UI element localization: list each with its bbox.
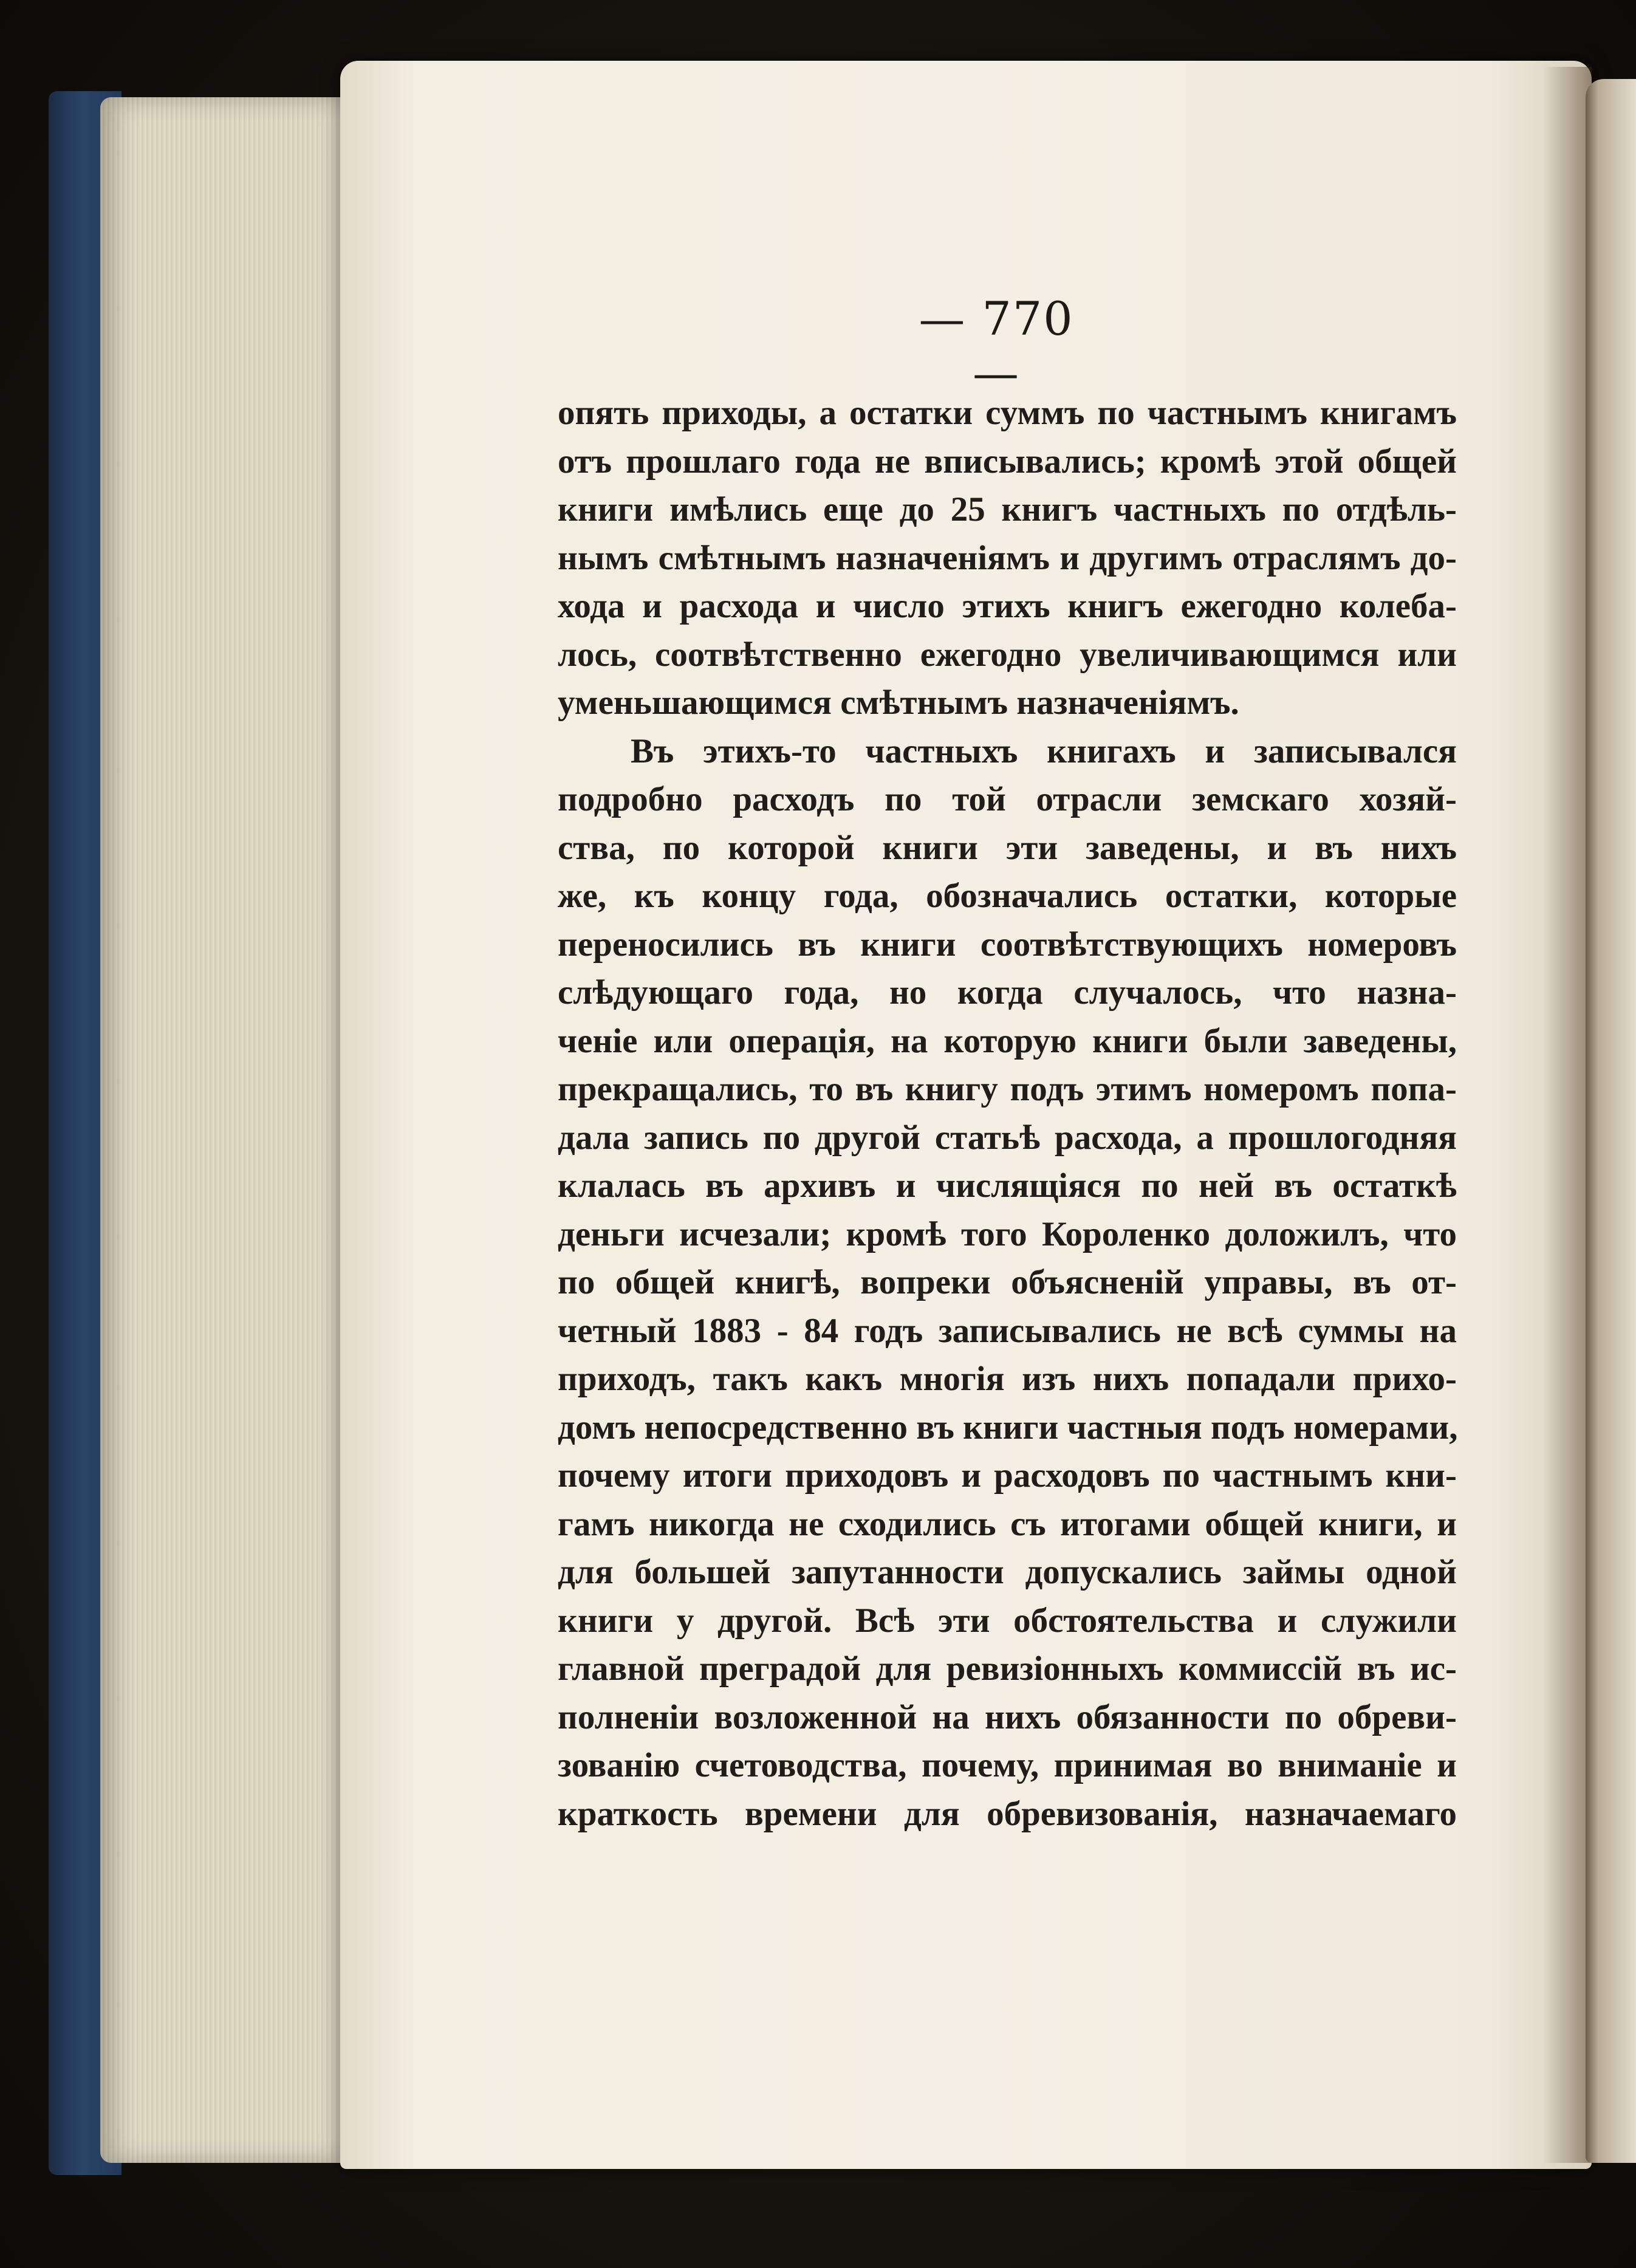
text-line: хода и расхода и число этихъ книгъ ежегодно колеба- (558, 587, 1457, 625)
text-line: по общей книгѣ, вопреки объясненій управы, въ от- (558, 1263, 1457, 1301)
page-number: — 770 — (919, 292, 1074, 400)
text-line: четный 1883 - 84 годъ записывались не всѣ суммы на (558, 1311, 1457, 1350)
text-line: зованію счетоводства, почему, принимая во вниманіе и (558, 1746, 1457, 1784)
text-line: опять приходы, а остатки суммъ по частнымъ книгамъ (558, 394, 1457, 432)
text-line: ства, по которой книги эти заведены, и въ нихъ (558, 828, 1457, 867)
text-line: домъ непосредственно въ книги частныя подъ номерами, (558, 1408, 1458, 1447)
text-line: полненіи возложенной на нихъ обязанности по обреви- (558, 1698, 1457, 1736)
text-line: дала запись по другой статьѣ расхода, а прошлогодняя (558, 1118, 1457, 1157)
text-line: для большей запутанности допускались займы одной (558, 1553, 1457, 1591)
text-line: прекращались, то въ книгу подъ этимъ номеромъ попа- (558, 1070, 1457, 1108)
paragraph-1 (558, 389, 1457, 727)
text-line: гамъ никогда не сходились съ итогами общей книги, и (558, 1504, 1457, 1543)
text-line: нымъ смѣтнымъ назначеніямъ и другимъ отраслямъ до- (558, 538, 1457, 577)
body-text (558, 389, 1457, 1838)
text-line: уменьшающимся смѣтнымъ назначеніямъ. (558, 683, 1239, 722)
text-line: главной преградой для ревизіонныхъ коммиссій въ ис- (558, 1650, 1457, 1688)
text-line: клалась въ архивъ и числящіяся по ней въ остаткѣ (558, 1167, 1457, 1205)
text-line: же, къ концу года, обозначались остатки, которые (558, 877, 1457, 915)
text-line: деньги исчезали; кромѣ того Короленко доложилъ, что (558, 1215, 1457, 1253)
text-line: приходъ, такъ какъ многія изъ нихъ попадали прихо- (558, 1360, 1457, 1398)
text-line: слѣдующаго года, но когда случалось, что назна- (558, 973, 1457, 1012)
page-gutter-shadow (1543, 67, 1592, 2163)
text-line: книги у другой. Всѣ эти обстоятельства и служили (558, 1601, 1457, 1640)
text-line: подробно расходъ по той отрасли земскаго хозяй- (558, 780, 1457, 818)
facing-page-edge (1586, 79, 1636, 2163)
text-line: почему итоги приходовъ и расходовъ по частнымъ кни- (558, 1456, 1457, 1495)
paragraph-2 (558, 727, 1457, 1838)
text-line: лось, соотвѣтственно ежегодно увеличивающимся или (558, 635, 1457, 674)
page-stack-edges (100, 97, 355, 2163)
text-line: книги имѣлись еще до 25 книгъ частныхъ по отдѣль- (558, 490, 1457, 529)
text-line: переносились въ книги соотвѣтствующихъ номеровъ (558, 925, 1457, 964)
text-line: Въ этихъ-то частныхъ книгахъ и записывался (631, 731, 1457, 770)
text-line: краткость времени для обревизованія, назначаемаго (558, 1794, 1457, 1833)
text-line: ченіе или операція, на которую книги были заведены, (558, 1021, 1457, 1060)
text-line: отъ прошлаго года не вписывались; кромѣ этой общей (558, 442, 1457, 481)
